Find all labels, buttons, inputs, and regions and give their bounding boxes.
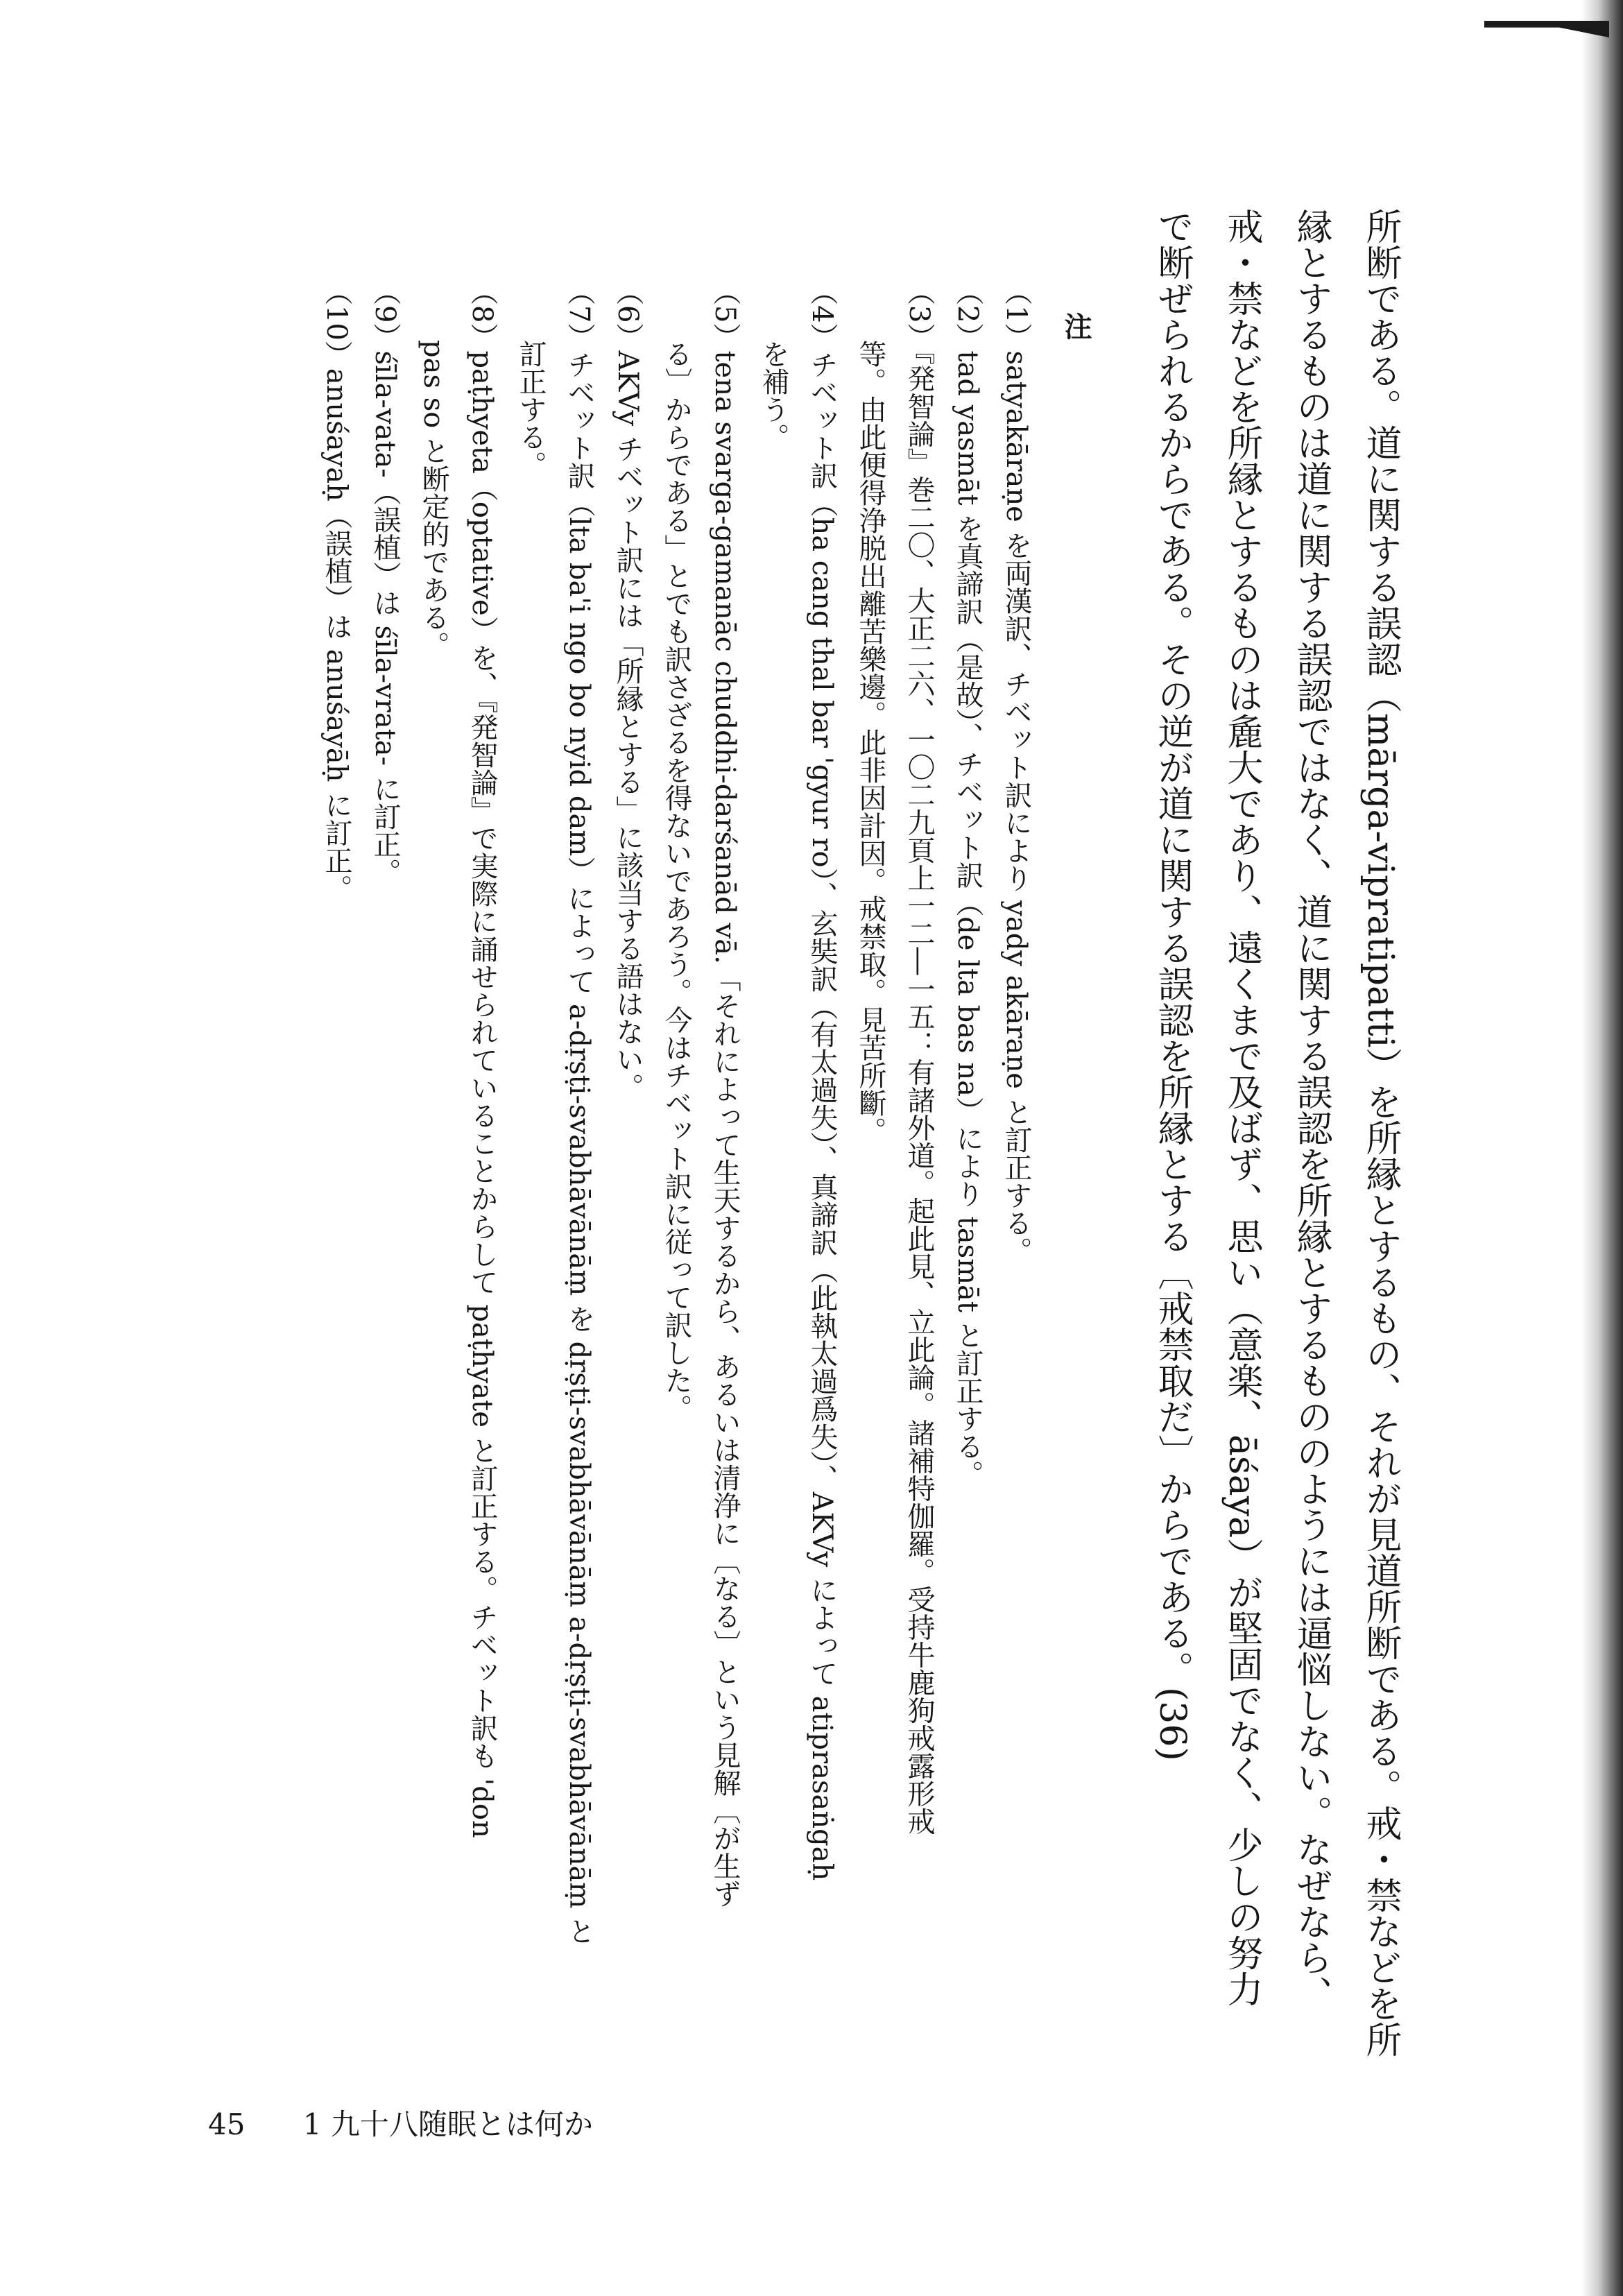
note-item (943, 277, 992, 2206)
note-text: 訂正する。 (515, 340, 547, 479)
note-item (603, 277, 652, 2206)
page-number: 45 (208, 2107, 246, 2141)
note-item (312, 277, 361, 2206)
note-item (992, 277, 1040, 2206)
notes-heading: 注 (1060, 312, 1092, 340)
note-item (361, 277, 409, 2206)
note-text: 等。由此便得浄脱出離苦樂邊。此非因計因。戒禁取。見苦所斷。 (855, 340, 886, 1145)
note-item (798, 277, 846, 2206)
running-chapter-title: 1 九十八随眠とは何か (302, 2107, 593, 2141)
main-body-text (1137, 208, 1415, 2220)
note-number: （1） (1000, 277, 1032, 351)
note-text: satyakāraṇe を両漢訳、チベット訳により yady akāraṇe と訂正する。 (1000, 350, 1032, 1265)
note-continuation (749, 277, 798, 2206)
note-continuation (409, 277, 458, 2206)
body-line: 縁とするものは道に関する誤認ではなく、道に関する誤認を所縁とするもののようには逼悩しない。なぜなら、 (1290, 208, 1332, 2012)
note-number: （2） (952, 277, 984, 351)
note-text: paṭhyeta（optative）を、『発智論』で実際に誦せられていることからして paṭhyate と訂正する。チベット訳も 'don (466, 350, 498, 1838)
note-text: チベット訳（ha cang thal bar 'gyur ro）、玄奘訳（有太過失）、真諦訳（此執太過爲失）、AKVy によって atiprasaṅgaḥ (806, 350, 838, 1881)
note-number: （7） (563, 277, 595, 351)
note-number: （8） (466, 277, 498, 351)
note-continuation (652, 277, 701, 2206)
note-continuation (846, 277, 895, 2206)
note-item (895, 277, 943, 2206)
notes-section (312, 277, 1040, 2206)
note-number: （3） (903, 277, 935, 351)
note-number: （4） (806, 277, 838, 351)
note-text: śīla-vata-（誤植）は śīla-vrata- に訂正。 (369, 350, 401, 886)
note-text: チベット訳（lta ba'i ngo bo nyid dam）によって a-dṛṣṭi-svabhāvānāṃ を dṛṣṭi-svabhāvānāṃ a-dṛṣṭi-svabhāvānāṃ と (563, 350, 595, 1945)
page-binding-edge (1581, 0, 1623, 2296)
note-item (555, 277, 603, 2206)
body-line: 所断である。道に関する誤認（mārga-vipratipatti）を所縁とするもの、それが見道所断である。戒・禁などを所 (1359, 208, 1401, 2058)
note-text: AKVy チベット訳には「所縁とする」に該当する語はない。 (612, 350, 644, 1101)
note-text: pas so と断定的である。 (418, 340, 449, 660)
note-text: tena svarga-gamanāc chuddhi-darśanād vā.「それによって生天するから、あるいは清浄に〔なる〕という見解〔が生ず (709, 350, 741, 1908)
note-continuation (506, 277, 555, 2206)
page-footer (208, 2102, 593, 2143)
note-text: 『発智論』巻二〇、大正二六、一〇二九頁上一二―一五：有諸外道。起此見、立此論。諸補特伽羅。受持牛鹿狗戒露形戒 (903, 350, 935, 1835)
note-text: tad yasmāt を真諦訳（是故）、チベット訳（de lta bas na）により tasmāt と訂正する。 (952, 350, 984, 1488)
note-item (458, 277, 506, 2206)
note-text: る〕からである」とでも訳さざるを得ないであろう。今はチベット訳に従って訳した。 (660, 340, 692, 1422)
note-number: （9） (369, 277, 401, 351)
note-number: （6） (612, 277, 644, 351)
note-number: （5） (709, 277, 741, 351)
note-number: （10） (320, 277, 352, 368)
note-text: を補う。 (757, 340, 789, 451)
body-line: で断ぜられるからである。その逆が道に関する誤認を所縁とする〔戒禁取だ〕からである。(36) (1151, 208, 1193, 1761)
note-item (701, 277, 749, 2206)
note-text: anuśayaḥ（誤植）は anuśayāḥ に訂正。 (320, 368, 352, 902)
body-line: 戒・禁などを所縁とするものは麁大であり、遠くまで及ばず、思い（意楽、āśaya）が堅固でなく、少しの努力 (1221, 208, 1262, 2007)
